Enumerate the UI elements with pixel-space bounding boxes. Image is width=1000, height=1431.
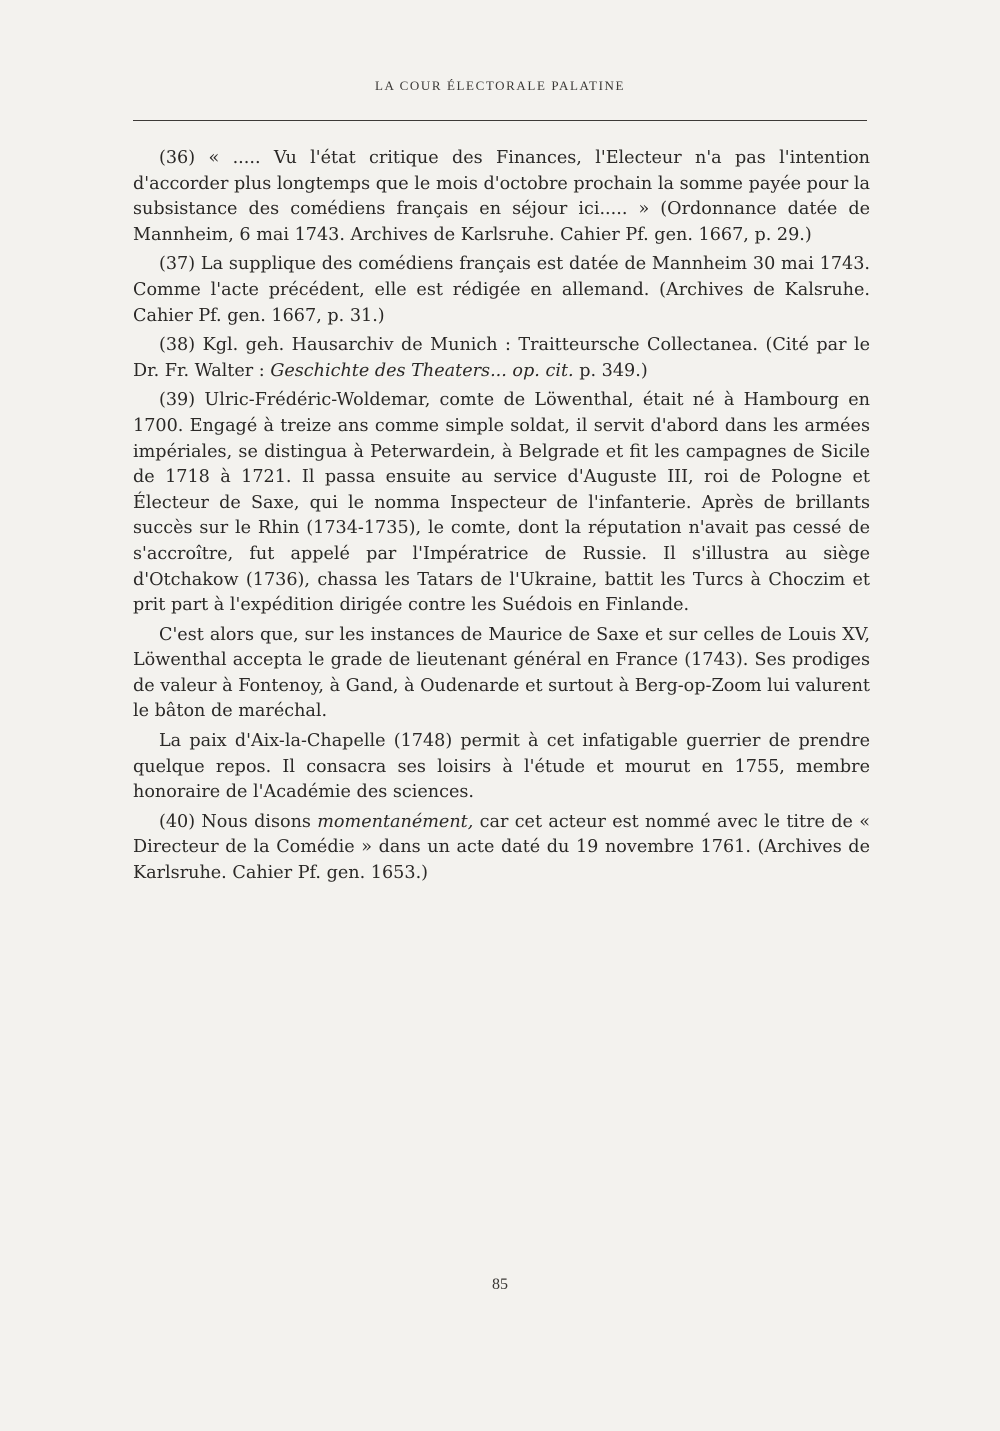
note-38	[133, 333, 870, 384]
note-36: (36) « ..... Vu l'état critique des Finances, l'Electeur n'a pas l'intention d'accorder plus longtemps que le mois d'octobre prochain la somme payée pour la subsistance des comédiens français en séjour ici..... » (Ordonnance datée de Mannheim, 6 mai 1743. Archives de Karlsruhe. Cahier Pf. gen. 1667, p. 29.)	[133, 148, 870, 245]
header-rule	[133, 120, 867, 121]
running-title: LA COUR ÉLECTORALE PALATINE	[374, 78, 626, 93]
note-39-paragraph-3: La paix d'Aix-la-Chapelle (1748) permit à cet infatigable guerrier de prendre quelque repos. Il consacra ses loisirs à l'étude et mourut en 1755, membre honoraire de l'Académie des sciences.	[133, 731, 870, 803]
note-38-text-end: p. 349.)	[573, 360, 648, 381]
note-40-text-end: car cet acteur est nommé avec le titre de « Directeur de la Comédie » dans un acte daté du 19 novembre 1761. (Archives de Karlsruhe. Cahier Pf. gen. 1653.)	[133, 811, 870, 884]
note-40-text: (40) Nous disons	[159, 811, 318, 832]
note-39-paragraph-1: (39) Ulric-Frédéric-Woldemar, comte de Löwenthal, était né à Hambourg en 1700. Engagé à treize ans comme simple soldat, il servit d'abord dans les armées impériales, se distingua à Peterwardein, à Belgrade et fit les campagnes de Sicile de 1718 à 1721. Il passa ensuite au service d'Auguste III, roi de Pologne et Électeur de Saxe, qui le nomma Inspecteur de l'infanterie. Après de brillants succès sur le Rhin (1734-1735), le comte, dont la réputation n'avait pas cessé de s'accroître, fut appelé par l'Impératrice de Russie. Il s'illustra au siège d'Otchakow (1736), chassa les Tatars de l'Ukraine, battit les Turcs à Choczim et prit part à l'expédition dirigée contre les Suédois en Finlande.	[133, 390, 870, 616]
note-40-italic-word: momentanément,	[317, 811, 474, 832]
page-number: 85	[492, 1276, 508, 1293]
note-37: (37) La supplique des comédiens français est datée de Mannheim 30 mai 1743. Comme l'acte précédent, elle est rédigée en allemand. (Archives de Kalsruhe. Cahier Pf. gen. 1667, p. 31.)	[133, 254, 870, 326]
note-39-paragraph-2: C'est alors que, sur les instances de Maurice de Saxe et sur celles de Louis XV, Löwenthal accepta le grade de lieutenant général en France (1743). Ses prodiges de valeur à Fontenoy, à Gand, à Oudenarde et surtout à Berg-op-Zoom lui valurent le bâton de maréchal.	[133, 624, 870, 722]
note-40	[133, 810, 870, 887]
footnotes-block	[133, 146, 870, 891]
note-38-italic-title: Geschichte des Theaters... op. cit.	[270, 360, 574, 381]
note-38-text: (38) Kgl. geh. Hausarchiv de Munich : Traitteursche Collectanea. (Cité par le Dr. Fr. Walter :	[133, 335, 870, 381]
